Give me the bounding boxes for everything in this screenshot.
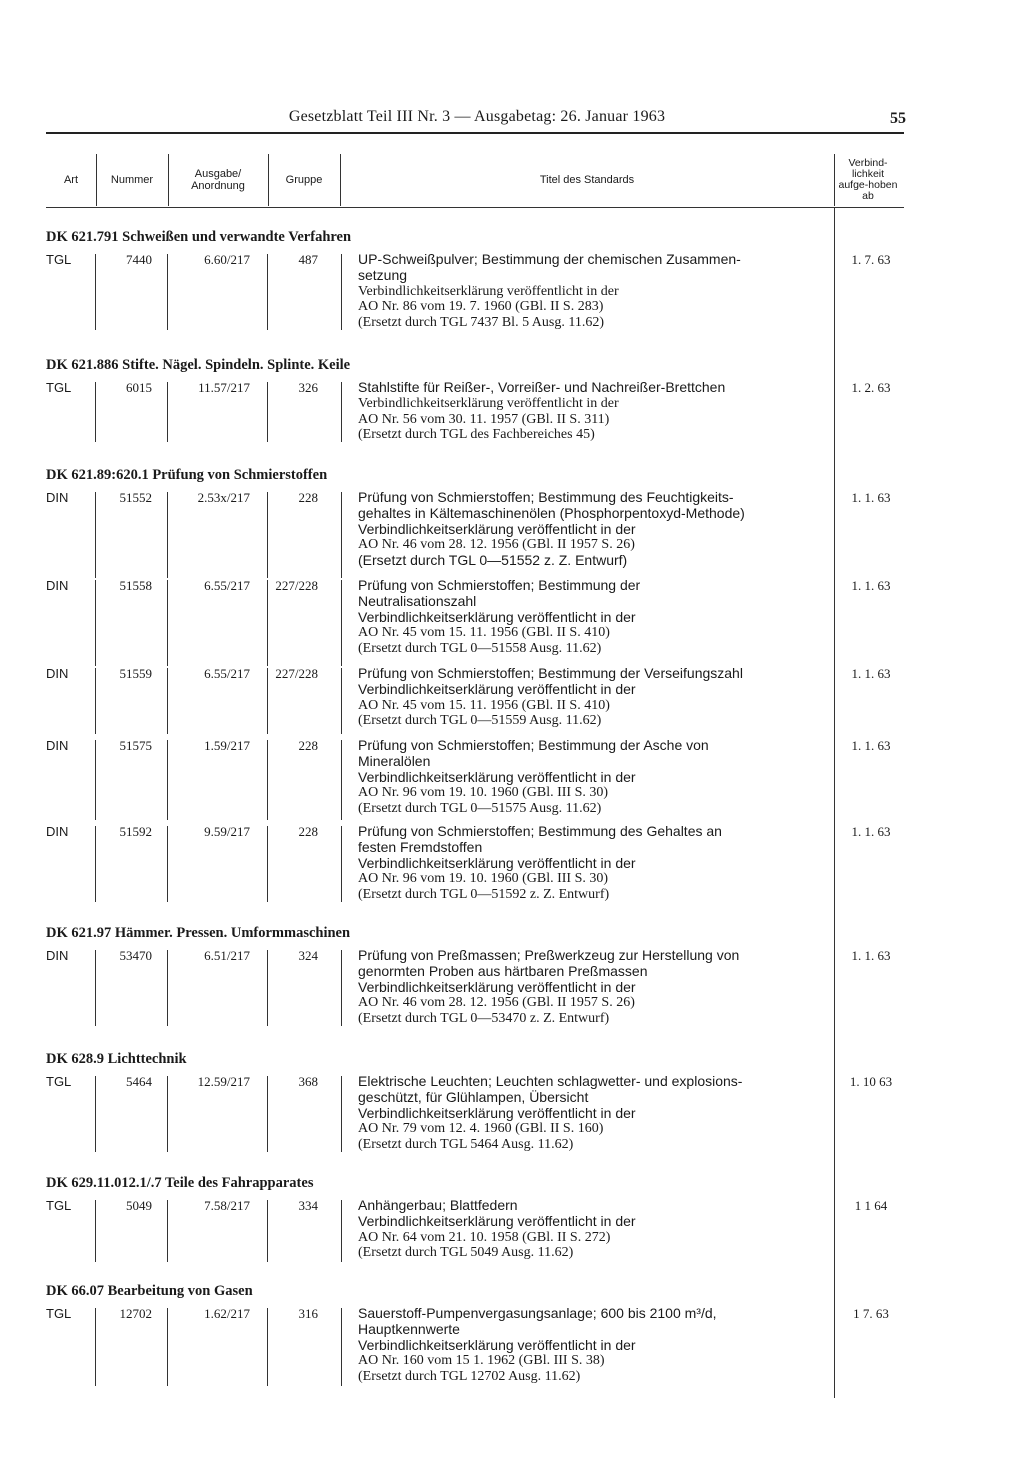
running-head: Gesetzblatt Teil III Nr. 3 — Ausgabetag: 26. Januar 1963	[288, 108, 666, 125]
section	[46, 466, 906, 904]
ref-line: AO Nr. 45 vom 15. 11. 1956 (GBl. II S. 410)	[358, 697, 610, 713]
entry-art: TGL	[46, 380, 72, 395]
entry-ausgabe: 11.57/217	[198, 380, 250, 395]
section-title: DK 66.07 Bearbeitung von Gasen	[46, 1283, 253, 1299]
col-header-ausgabe: Ausgabe/ Anordnung	[191, 168, 245, 192]
entry-ausgabe: 12.59/217	[197, 1074, 250, 1089]
entry-nummer: 51575	[119, 738, 152, 753]
entry-title	[358, 578, 828, 657]
ref-line: (Ersetzt durch TGL 0—51592 z. Z. Entwurf)	[358, 887, 610, 903]
entry-art: TGL	[46, 1306, 72, 1321]
entry-ausgabe: 1.59/217	[204, 738, 250, 753]
entry-ausgabe: 6.51/217	[204, 948, 250, 963]
entry-gruppe: 324	[298, 948, 318, 963]
entry-gruppe: 334	[298, 1198, 318, 1213]
title-line: Prüfung von Schmierstoffen; Bestimmung der	[358, 577, 641, 593]
section-title: DK 621.89:620.1 Prüfung von Schmierstoffen	[46, 467, 328, 483]
ref-line: Verbindlichkeitserklärung veröffentlicht in der	[358, 1336, 636, 1353]
title-line: Mineralölen	[358, 752, 431, 769]
title-line: geschützt, für Glühlampen, Übersicht	[358, 1088, 589, 1105]
standard-entry	[46, 578, 906, 666]
standard-entry	[46, 490, 906, 578]
entry-ausgabe: 9.59/217	[204, 824, 250, 839]
ref-line: AO Nr. 56 vom 30. 11. 1957 (GBl. II S. 311)	[358, 411, 610, 427]
entry-title	[358, 490, 828, 569]
ref-line: (Ersetzt durch TGL 0—51575 Ausg. 11.62)	[358, 801, 602, 817]
page-number: 55	[890, 110, 906, 127]
column-header-row	[46, 154, 904, 206]
title-line: Verbindlichkeitserklärung veröffentlicht in der	[358, 978, 636, 995]
title-line: Neutralisationszahl	[358, 592, 477, 609]
ref-line: Verbindlichkeitserklärung veröffentlicht in der	[358, 768, 636, 785]
title-line: setzung	[358, 266, 408, 283]
col-header-art: Art	[63, 174, 79, 186]
ref-line: AO Nr. 46 vom 28. 12. 1956 (GBl. II 1957 S. 26)	[358, 995, 635, 1011]
entry-nummer: 7440	[126, 252, 152, 267]
title-line: festen Fremdstoffen	[358, 838, 483, 855]
entry-nummer: 53470	[119, 948, 152, 963]
section	[46, 1050, 906, 1154]
entry-title	[358, 1198, 828, 1261]
entry-gruppe: 228	[298, 490, 318, 505]
header-rule	[46, 132, 904, 134]
entry-art: TGL	[46, 1074, 72, 1089]
entry-gruppe: 487	[298, 252, 318, 267]
title-line: Prüfung von Schmierstoffen; Bestimmung der Verseifungszahl	[358, 665, 743, 681]
entry-nummer: 5049	[126, 1198, 152, 1213]
ref-line: AO Nr. 79 vom 12. 4. 1960 (GBl. II S. 160)	[358, 1121, 604, 1137]
standard-entry	[46, 380, 906, 446]
col-header-nummer: Nummer	[110, 174, 154, 186]
title-line: gehaltes in Kältemaschinenölen (Phosphorpentoxyd-Methode)	[358, 504, 745, 521]
entry-gruppe: 227/228	[275, 578, 318, 593]
entry-title	[358, 738, 828, 817]
ref-line: (Ersetzt durch TGL 12702 Ausg. 11.62)	[358, 1369, 581, 1385]
entry-title	[358, 666, 828, 729]
entry-gruppe: 368	[298, 1074, 318, 1089]
entry-gruppe: 227/228	[275, 666, 318, 681]
entry-ausgabe: 2.53x/217	[197, 490, 250, 505]
title-line: Hauptkennwerte	[358, 1320, 460, 1337]
ref-line: AO Nr. 96 vom 19. 10. 1960 (GBl. III S. 30)	[358, 785, 609, 801]
entry-date: 1. 1. 63	[851, 948, 891, 963]
section-title: DK 628.9 Lichttechnik	[46, 1051, 187, 1067]
entry-gruppe: 326	[298, 380, 318, 395]
ref-line: AO Nr. 46 vom 28. 12. 1956 (GBl. II 1957 S. 26)	[358, 537, 635, 553]
title-line: Prüfung von Preßmassen; Preßwerkzeug zur Herstellung von	[358, 947, 740, 963]
ref-line: (Ersetzt durch TGL 5049 Ausg. 11.62)	[358, 1245, 574, 1261]
entry-art: DIN	[46, 578, 69, 593]
entry-art: DIN	[46, 824, 69, 839]
entry-date: 1. 2. 63	[851, 380, 891, 395]
entry-date: 1. 1. 63	[851, 490, 891, 505]
col-divider	[834, 154, 835, 206]
ref-line: (Ersetzt durch TGL 0—51558 Ausg. 11.62)	[358, 641, 602, 657]
entry-ausgabe: 6.55/217	[204, 666, 250, 681]
col-header-verbindlichkeit: Verbind-lichkeit aufge-hoben ab	[838, 157, 898, 202]
entry-art: DIN	[46, 948, 69, 963]
entry-nummer: 51552	[119, 490, 152, 505]
ref-line: (Ersetzt durch TGL 0—53470 z. Z. Entwurf)	[358, 1011, 610, 1027]
entry-ausgabe: 6.60/217	[204, 252, 250, 267]
section	[46, 356, 906, 446]
header-bottom-rule	[46, 207, 904, 208]
ref-line: (Ersetzt durch TGL 5464 Ausg. 11.62)	[358, 1137, 574, 1153]
entry-nummer: 51559	[119, 666, 152, 681]
standard-entry	[46, 824, 906, 904]
ref-line: (Ersetzt durch TGL des Fachbereiches 45)	[358, 427, 595, 443]
title-line: Prüfung von Schmierstoffen; Bestimmung der Asche von	[358, 737, 709, 753]
title-line: Sauerstoff-Pumpenvergasungsanlage; 600 bis 2100 m³/d,	[358, 1305, 717, 1321]
entry-date: 1. 1. 63	[851, 666, 891, 681]
ref-line: (Ersetzt durch TGL 7437 Bl. 5 Ausg. 11.62)	[358, 315, 605, 331]
entry-ausgabe: 7.58/217	[204, 1198, 250, 1213]
section-title: DK 621.97 Hämmer. Pressen. Umformmaschinen	[46, 925, 351, 941]
entry-title	[358, 1074, 828, 1153]
title-line: genormten Proben aus härtbaren Preßmassen	[358, 962, 648, 979]
section	[46, 228, 906, 332]
entry-art: TGL	[46, 1198, 72, 1213]
standard-entry	[46, 1074, 906, 1154]
ref-line: (Ersetzt durch TGL 0—51552 z. Z. Entwurf)	[358, 552, 628, 569]
entry-gruppe: 228	[298, 824, 318, 839]
title-line: Verbindlichkeitserklärung veröffentlicht in der	[358, 520, 636, 537]
entry-nummer: 5464	[126, 1074, 152, 1089]
section-title: DK 629.11.012.1/.7 Teile des Fahrapparates	[46, 1175, 314, 1191]
entry-gruppe: 316	[298, 1306, 318, 1321]
ref-line: AO Nr. 160 vom 15 1. 1962 (GBl. III S. 38)	[358, 1353, 605, 1369]
ref-line: Verbindlichkeitserklärung veröffentlicht in der	[358, 283, 619, 299]
title-line: Stahlstifte für Reißer-, Vorreißer- und Nachreißer-Brettchen	[358, 379, 726, 395]
title-line: UP-Schweißpulver; Bestimmung der chemischen Zusammen-	[358, 251, 741, 267]
section	[46, 1174, 906, 1268]
entry-title	[358, 948, 828, 1027]
entry-art: DIN	[46, 666, 69, 681]
entry-art: DIN	[46, 490, 69, 505]
title-line: Anhängerbau; Blattfedern	[358, 1197, 518, 1213]
entry-nummer: 12702	[119, 1306, 152, 1321]
standard-entry	[46, 1198, 906, 1268]
section	[46, 1282, 906, 1390]
entry-art: DIN	[46, 738, 69, 753]
standard-entry	[46, 948, 906, 1030]
section	[46, 924, 906, 1030]
entry-title	[358, 252, 828, 331]
ref-line: Verbindlichkeitserklärung veröffentlicht in der	[358, 1212, 636, 1229]
ref-line: Verbindlichkeitserklärung veröffentlicht in der	[358, 680, 636, 697]
ref-line: Verbindlichkeitserklärung veröffentlicht in der	[358, 1104, 636, 1121]
section-title: DK 621.791 Schweißen und verwandte Verfahren	[46, 229, 352, 245]
entry-date: 1 1 64	[854, 1198, 888, 1213]
standard-entry	[46, 738, 906, 824]
standard-entry	[46, 252, 906, 332]
entry-date: 1. 1. 63	[851, 578, 891, 593]
col-header-titel: Titel des Standards	[539, 174, 635, 186]
entry-date: 1. 1. 63	[851, 738, 891, 753]
entry-title	[358, 1306, 828, 1385]
ref-line: AO Nr. 96 vom 19. 10. 1960 (GBl. III S. 30)	[358, 871, 609, 887]
entry-date: 1. 10 63	[849, 1074, 893, 1089]
ref-line: AO Nr. 86 vom 19. 7. 1960 (GBl. II S. 283)	[358, 299, 604, 315]
entry-nummer: 6015	[126, 380, 152, 395]
entry-ausgabe: 1.62/217	[204, 1306, 250, 1321]
ref-line: Verbindlichkeitserklärung veröffentlicht in der	[358, 854, 636, 871]
entry-title	[358, 380, 828, 443]
entry-title	[358, 824, 828, 903]
title-line: Elektrische Leuchten; Leuchten schlagwetter- und explosions-	[358, 1073, 743, 1089]
ref-line: (Ersetzt durch TGL 0—51559 Ausg. 11.62)	[358, 713, 602, 729]
entry-date: 1 7. 63	[853, 1306, 889, 1321]
title-line: Prüfung von Schmierstoffen; Bestimmung des Gehaltes an	[358, 823, 722, 839]
entry-nummer: 51592	[119, 824, 152, 839]
entry-nummer: 51558	[119, 578, 152, 593]
entry-date: 1. 7. 63	[851, 252, 891, 267]
ref-line: AO Nr. 64 vom 21. 10. 1958 (GBl. II S. 272)	[358, 1229, 611, 1245]
entry-date: 1. 1. 63	[851, 824, 891, 839]
ref-line: Verbindlichkeitserklärung veröffentlicht in der	[358, 608, 636, 625]
section-title: DK 621.886 Stifte. Nägel. Spindeln. Splinte. Keile	[46, 357, 351, 373]
title-line: Prüfung von Schmierstoffen; Bestimmung des Feuchtigkeits-	[358, 489, 734, 505]
standard-entry	[46, 1306, 906, 1390]
col-header-gruppe: Gruppe	[285, 174, 323, 186]
standard-entry	[46, 666, 906, 738]
ref-line: AO Nr. 45 vom 15. 11. 1956 (GBl. II S. 410)	[358, 625, 610, 641]
ref-line: Verbindlichkeitserklärung veröffentlicht in der	[358, 395, 619, 411]
entry-art: TGL	[46, 252, 72, 267]
entry-ausgabe: 6.55/217	[204, 578, 250, 593]
entry-gruppe: 228	[298, 738, 318, 753]
